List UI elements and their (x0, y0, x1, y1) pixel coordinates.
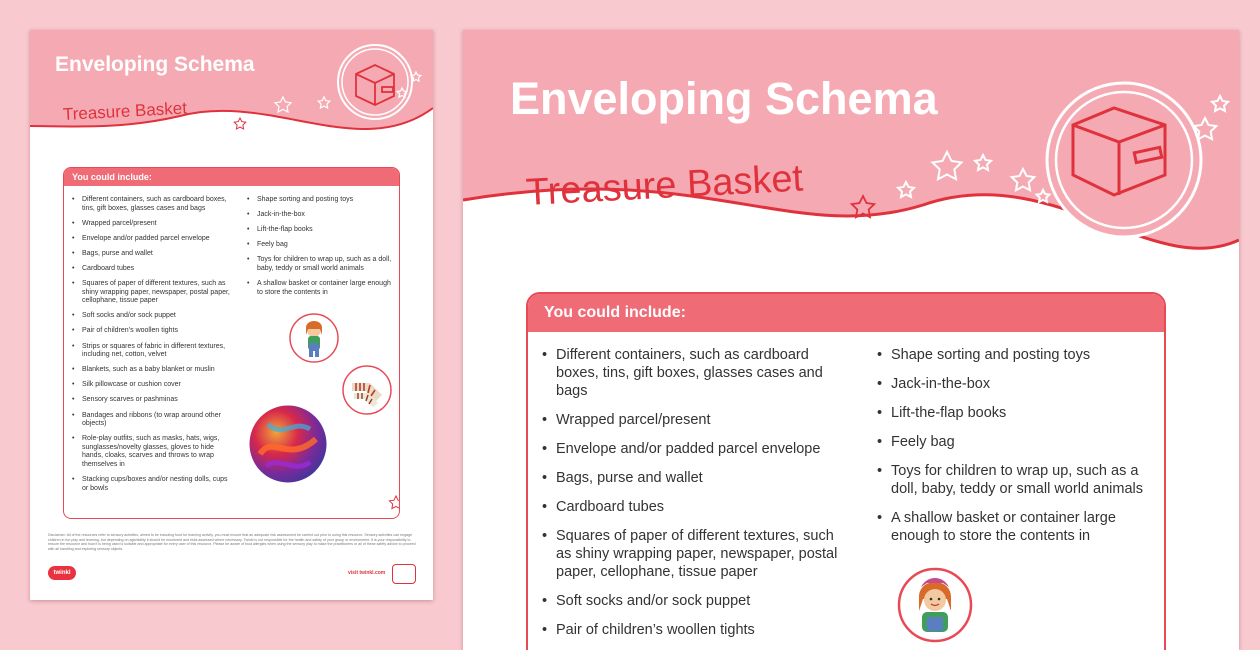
page-subtitle: Treasure Basket (62, 98, 188, 124)
list-item: • Lift-the-flap books (247, 226, 392, 235)
list-item: • Bags, purse and wallet (72, 250, 232, 259)
header-wave-background (30, 30, 433, 170)
list-item: • Wrapped parcel/present (528, 411, 848, 429)
list-item: • Squares of paper of different textures, such as shiny wrapping paper, newspaper, postal paper, cellophane, tissue paper (72, 280, 232, 306)
footer-url[interactable]: visit twinkl.com (348, 570, 386, 576)
list-item: • Envelope and/or padded parcel envelope (528, 440, 848, 458)
list-item: • Pair of children’s woollen tights (72, 327, 232, 336)
header-wave-background (463, 30, 1239, 300)
list-item: • Toys for children to wrap up, such as a doll, baby, teddy or small world animals (247, 256, 392, 273)
twinkl-logo: twinkl (48, 566, 76, 580)
list-item: • Strips or squares of fabric in different textures, including net, cotton, velvet (72, 343, 232, 360)
list-item: • Cardboard tubes (528, 498, 848, 516)
list-item: • A shallow basket or container large enough to store the contents in (247, 280, 392, 297)
doll-photo (289, 313, 339, 363)
page-title: Enveloping Schema (510, 73, 938, 124)
includes-right-column (863, 346, 1153, 556)
list-item: • Blankets, such as a baby blanket or muslin (72, 366, 232, 375)
list-item: • Bandages and ribbons (to wrap around other objects) (72, 412, 232, 429)
list-item: • Jack-in-the-box (863, 375, 1153, 393)
list-item: • Envelope and/or padded parcel envelope (72, 235, 232, 244)
socks-photo (342, 365, 392, 415)
list-item: • Toys for children to wrap up, such as a doll, baby, teddy or small world animals (863, 462, 1153, 498)
list-item: • Sensory scarves or pashminas (72, 396, 232, 405)
includes-left-column (72, 196, 232, 500)
list-item: • A shallow basket or container large enough to store the contents in (863, 509, 1153, 545)
list-item: • Feely bag (247, 241, 392, 250)
silk-scarves-photo (248, 404, 328, 484)
box-emblem (1047, 83, 1201, 237)
list-item: • Wrapped parcel/present (72, 220, 232, 229)
list-item: • Lift-the-flap books (863, 404, 1153, 422)
list-item: • Feely bag (863, 433, 1153, 451)
includes-left-column (528, 346, 848, 650)
list-item: • Different containers, such as cardboard boxes, tins, gift boxes, glasses cases and bags (72, 196, 232, 213)
star-icon (388, 495, 400, 511)
list-item: • Shape sorting and posting toys (863, 346, 1153, 364)
page-subtitle: Treasure Basket (524, 157, 805, 214)
box-emblem (338, 45, 412, 119)
includes-heading: You could include: (64, 168, 399, 186)
list-item: • Soft socks and/or sock puppet (72, 312, 232, 321)
list-item: • Jack-in-the-box (247, 211, 392, 220)
list-item: • Pair of children’s woollen tights (528, 621, 848, 639)
list-item: • Bags, purse and wallet (528, 469, 848, 487)
includes-box (526, 292, 1166, 650)
includes-right-column (247, 196, 392, 304)
list-item: • Different containers, such as cardboard boxes, tins, gift boxes, glasses cases and bags (528, 346, 848, 400)
preview-page-thumbnail (30, 30, 433, 600)
preview-page-large (463, 30, 1239, 650)
list-item: • Role-play outfits, such as masks, hats, wigs, sunglasses/novelty glasses, gloves to hide hands, cloaks, scarves and throws to wrap themselves in (72, 435, 232, 469)
includes-heading: You could include: (528, 294, 1164, 332)
list-item: • Shape sorting and posting toys (247, 196, 392, 205)
includes-box (63, 167, 400, 519)
page-title: Enveloping Schema (55, 53, 255, 76)
list-item: • Soft socks and/or sock puppet (528, 592, 848, 610)
list-item: • Stacking cups/boxes and/or nesting dolls, cups or bowls (72, 476, 232, 493)
disclaimer-text: Disclaimer: All of the resources refer to sensory activities, aimed to be including food for learning activity, you must ensure that an adequate risk assessment be carried out prior to using this resource. Sensory activities can engage children in fun play and learning, but depending on age/ability it should be monitored and risks assessed where necessary. Twinkl is not responsible for the health and safety of your group or environment. It is your responsibility to ensure the resource and how it is being used is suitable and appropriate for every user of this resource. Please be aware of food allergies when using the sensory play to make the practitioners or all of these safety advice to proceed with all handling and exploring sensory objects. (48, 533, 416, 551)
twinkl-badge (392, 564, 416, 584)
list-item: • Squares of paper of different textures, such as shiny wrapping paper, newspaper, postal paper, cellophane, tissue paper (528, 527, 848, 581)
list-item: • Silk pillowcase or cushion cover (72, 381, 232, 390)
star-icon (234, 118, 246, 129)
list-item: • Cardboard tubes (72, 265, 232, 274)
doll-photo (897, 567, 973, 643)
